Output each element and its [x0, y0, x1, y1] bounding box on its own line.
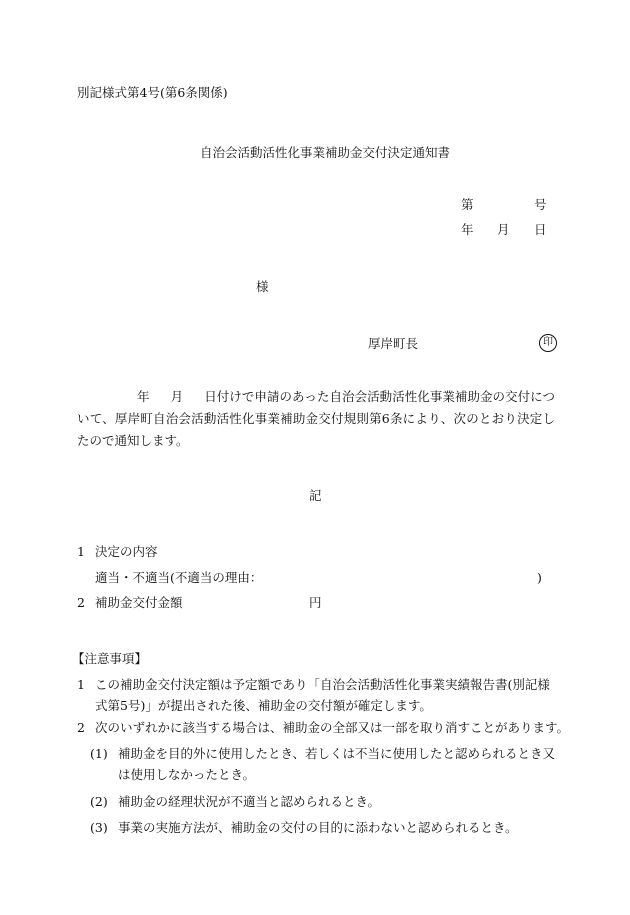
sub3-number: (3)	[90, 820, 108, 835]
number-go: 号	[534, 197, 547, 212]
issuer-name: 厚岸町長	[368, 336, 419, 351]
item1-number: 1	[77, 544, 85, 559]
item2-unit: 円	[309, 595, 322, 610]
body-text: 日付けで申請のあった自治会活動活性化事業補助金の交付について、厚岸町自治会活動活性化事業補助金交付規則第6条により、次のとおり決定したので通知します。	[77, 389, 555, 448]
item2-number: 2	[77, 595, 85, 610]
date-year: 年	[461, 222, 474, 237]
note1-text: この補助金交付決定額は予定額であり「自治会活動活性化事業実績報告書(別記様式第5号)」が提出された後、補助金の交付額が確定します。	[95, 677, 550, 713]
ki-heading: 記	[309, 488, 322, 503]
item1-detail: 適当・不適当(不適当の理由：	[95, 570, 263, 585]
seal-mark: 印	[539, 334, 557, 352]
sub2-text: 補助金の経理状況が不適当と認められるとき。	[118, 794, 381, 809]
note1-number: 1	[77, 677, 85, 692]
item2-label: 補助金交付金額	[95, 595, 183, 610]
body-paragraph	[77, 386, 555, 452]
addressee-sama: 様	[256, 279, 269, 294]
sub3-text: 事業の実施方法が、補助金の交付の目的に添わないと認められるとき。	[118, 820, 518, 835]
sub1-text: 補助金を目的外に使用したとき、若しくは不当に使用したと認められるとき又は使用しなかったとき。	[118, 746, 556, 782]
sub1-number: (1)	[90, 746, 108, 761]
date-month: 月	[497, 222, 510, 237]
item1-close-paren: )	[537, 570, 542, 585]
item1-label: 決定の内容	[95, 544, 158, 559]
note2-text: 次のいずれかに該当する場合は、補助金の全部又は一部を取り消すことがあります。	[95, 720, 570, 735]
form-number: 別記様式第4号(第6条関係)	[77, 85, 228, 100]
document-title: 自治会活動活性化事業補助金交付決定通知書	[200, 145, 451, 160]
date-day: 日	[534, 222, 547, 237]
notes-heading: 【注意事項】	[72, 651, 148, 666]
note2-number: 2	[77, 720, 85, 735]
body-year: 年	[137, 389, 150, 404]
sub2-number: (2)	[90, 794, 108, 809]
body-month: 月	[170, 389, 184, 404]
number-dai: 第	[461, 197, 474, 212]
